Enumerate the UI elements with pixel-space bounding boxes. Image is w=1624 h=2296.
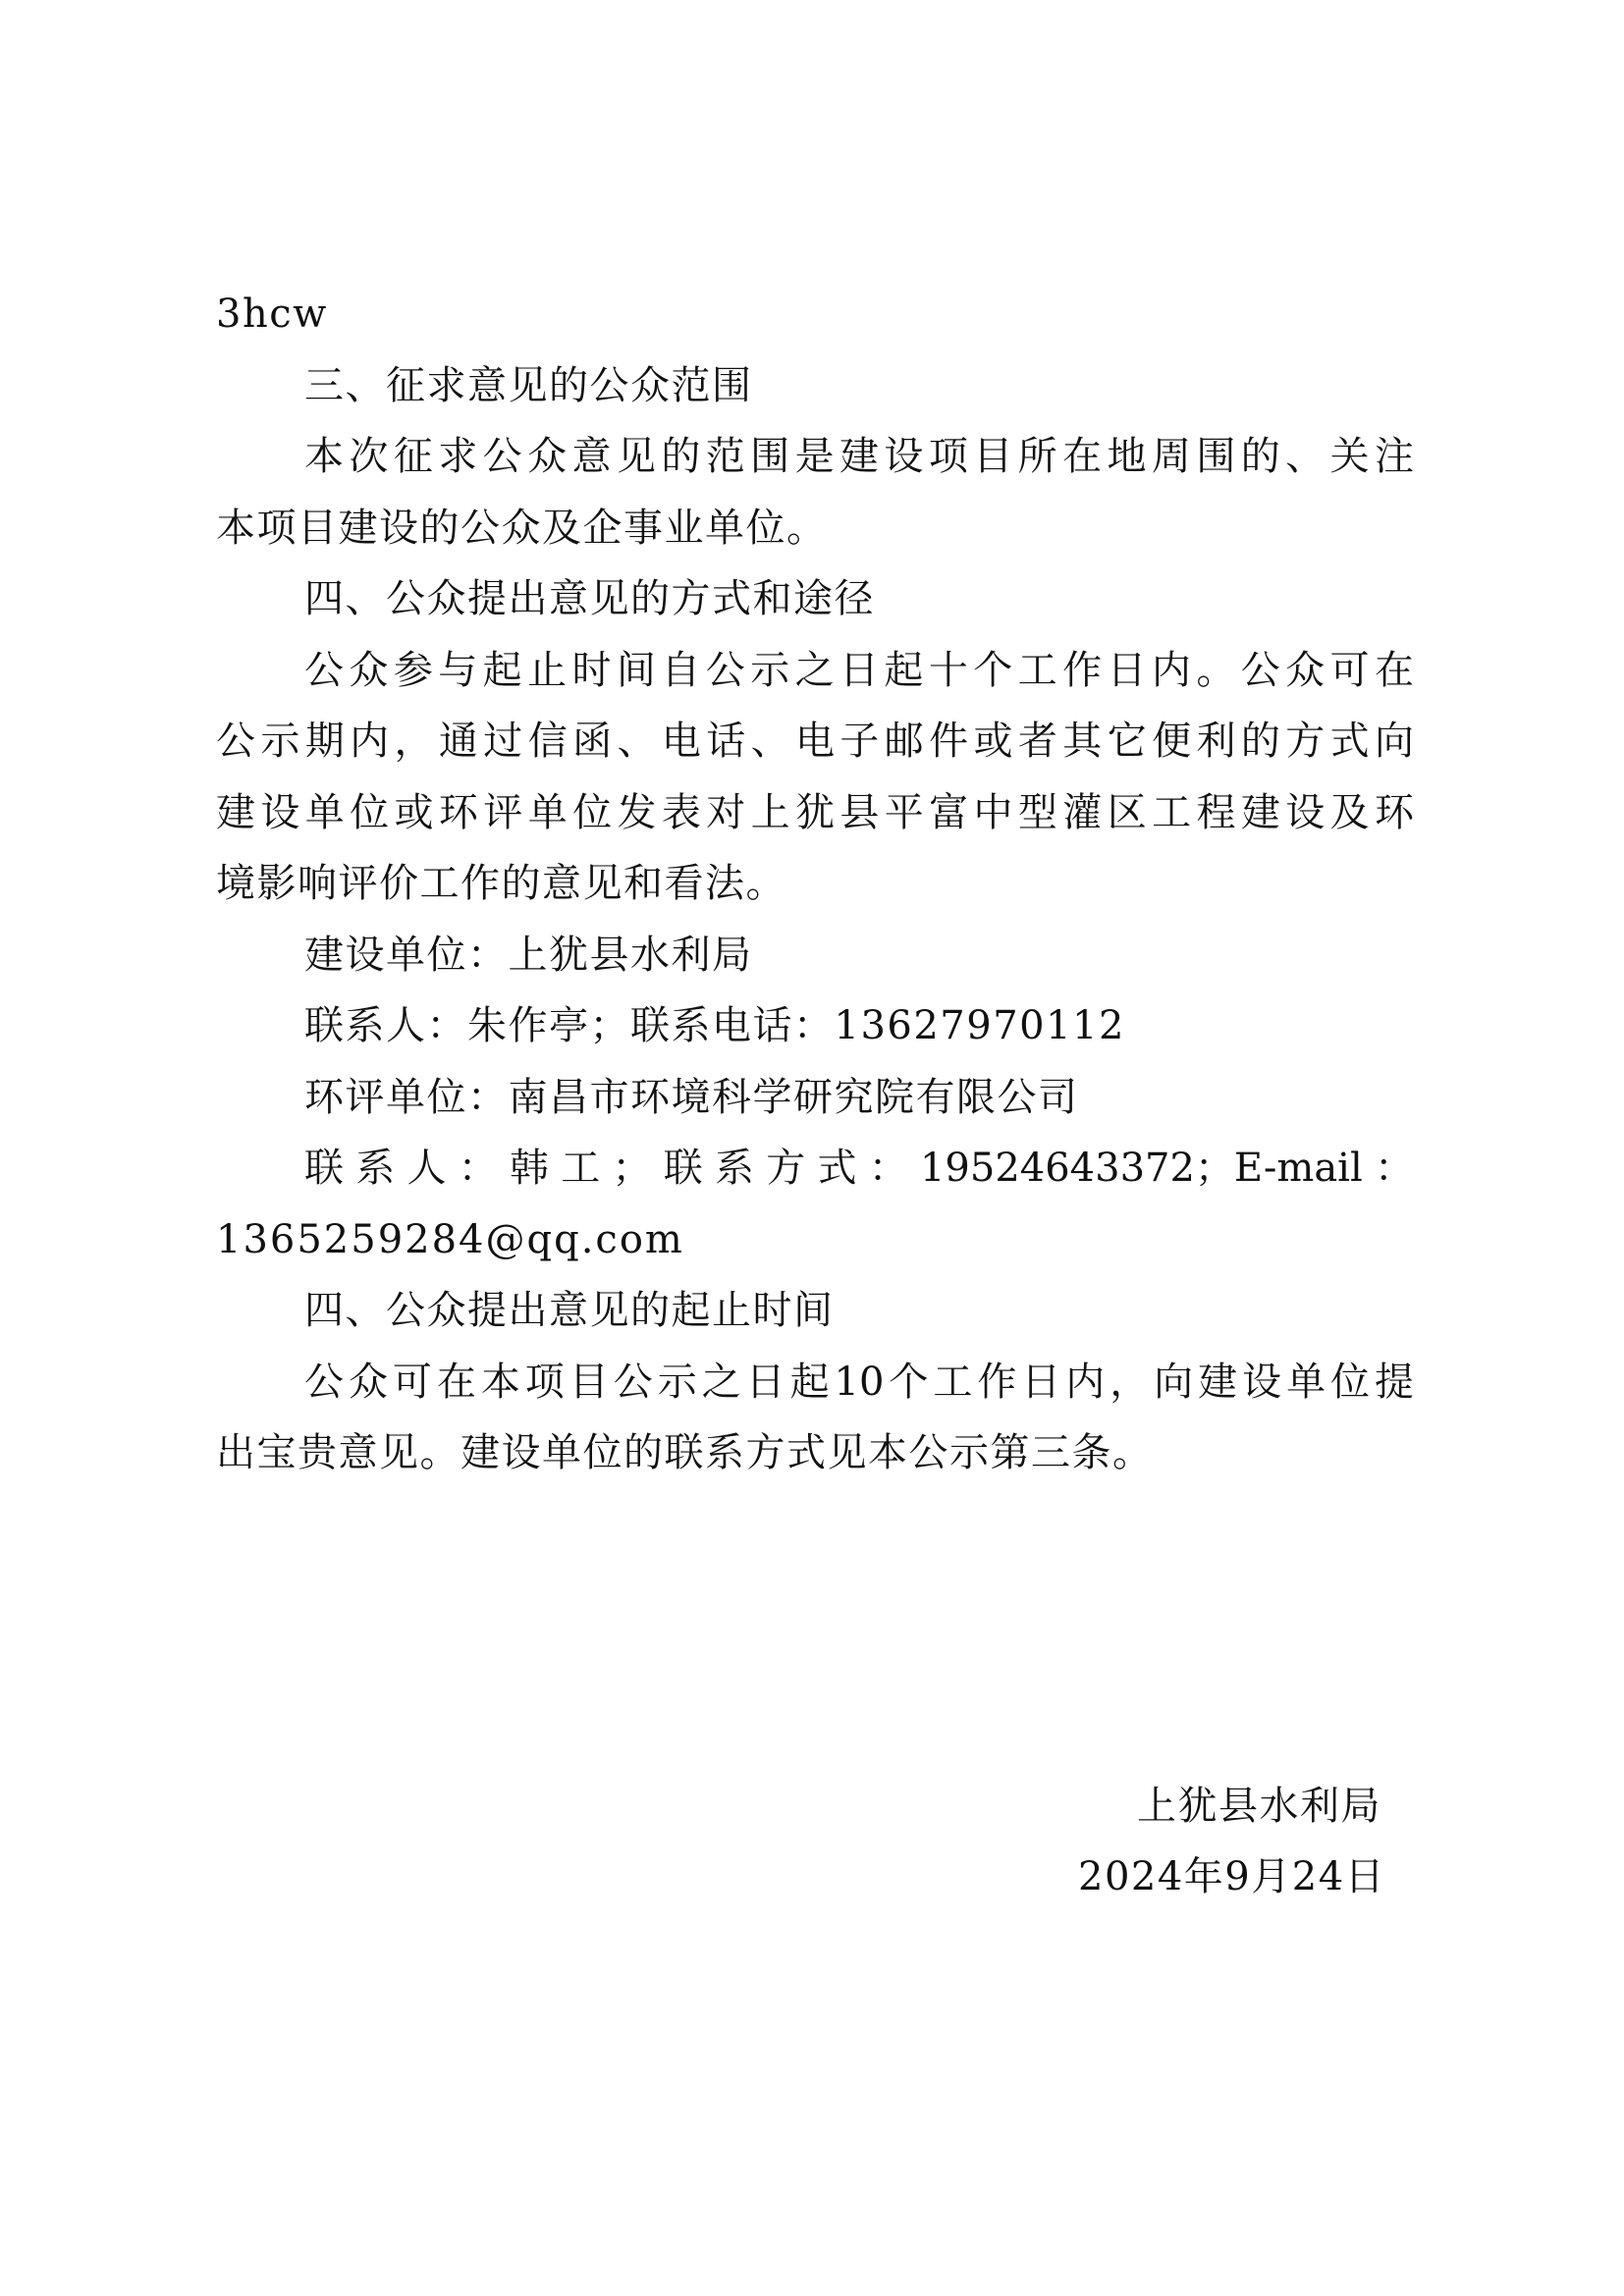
paragraph-line: 本项目建设的公众及企事业单位。 xyxy=(216,506,828,551)
paragraph-line: 出宝贵意见。建设单位的联系方式见本公示第三条。 xyxy=(216,1430,1154,1475)
section-heading-opinion-period: 四、公众提出意见的起止时间 xyxy=(304,1288,835,1333)
text-fragment: 3hcw xyxy=(216,292,328,337)
eia-contact: 联系人：韩工；联系方式：19524643372；E-mail： xyxy=(304,1146,1414,1191)
builder-unit: 建设单位：上犹县水利局 xyxy=(304,933,753,978)
paragraph-line: 公众可在本项目公示之日起10个工作日内，向建设单位提 xyxy=(304,1360,1414,1405)
builder-contact: 联系人：朱作亭；联系电话：13627970112 xyxy=(304,1003,1125,1048)
eia-email: 1365259284@qq.com xyxy=(216,1217,684,1262)
paragraph-line: 本次征求公众意见的范围是建设项目所在地周围的、关注 xyxy=(304,434,1414,479)
signature-organization: 上犹县水利局 xyxy=(1137,1784,1381,1829)
signature-date: 2024年9月24日 xyxy=(1078,1854,1386,1899)
paragraph-line: 建设单位或环评单位发表对上犹县平富中型灌区工程建设及环 xyxy=(216,790,1414,835)
paragraph-line: 公众参与起止时间自公示之日起十个工作日内。公众可在 xyxy=(304,648,1414,693)
section-heading-public-scope: 三、征求意见的公众范围 xyxy=(304,363,753,408)
eia-unit: 环评单位：南昌市环境科学研究院有限公司 xyxy=(304,1075,1079,1120)
section-heading-opinion-methods: 四、公众提出意见的方式和途径 xyxy=(304,576,875,621)
paragraph-line: 境影响评价工作的意见和看法。 xyxy=(216,861,786,906)
paragraph-line: 公示期内，通过信函、电话、电子邮件或者其它便利的方式向 xyxy=(216,719,1414,764)
